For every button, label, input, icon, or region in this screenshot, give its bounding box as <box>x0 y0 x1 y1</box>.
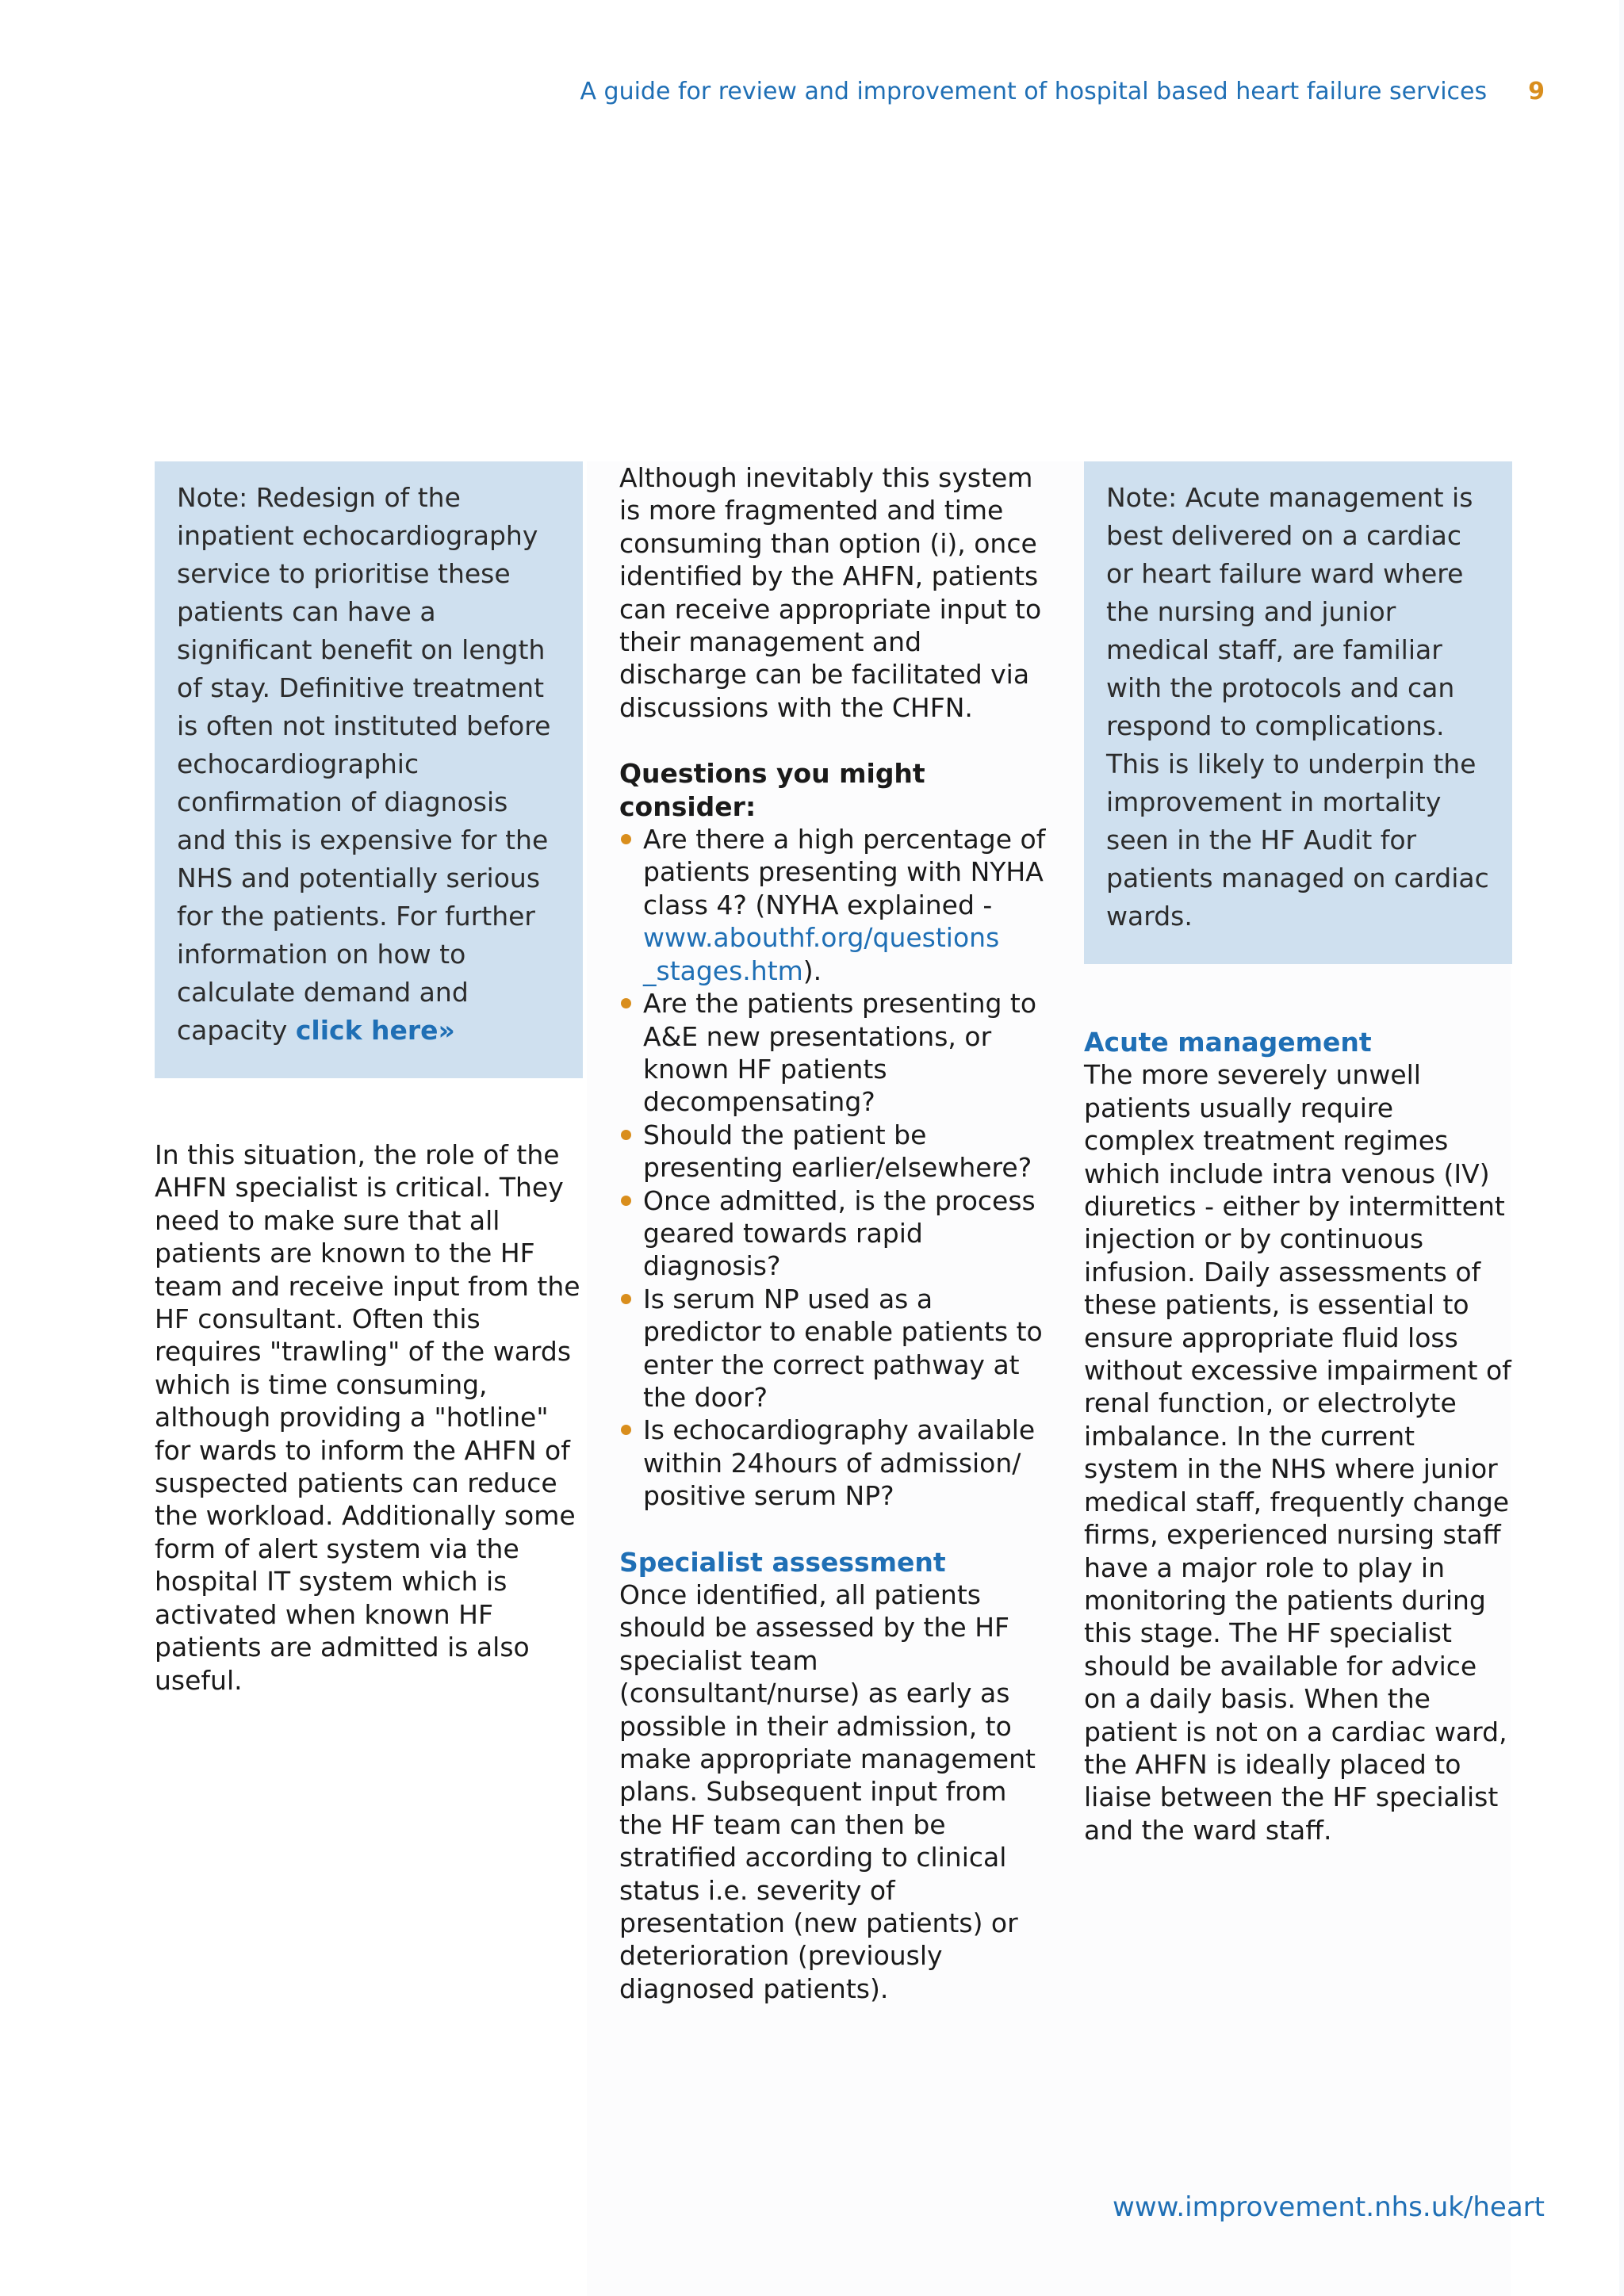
right-column <box>1084 461 1512 1846</box>
note-text: Note: Redesign of the inpatient echocardiography service to prioritise these patients can have a significant benefit on length of stay. Definitive treatment is often not instituted before echocardiographic confirmation of diagnosis and this is expensive for the NHS and potentially serious for the patients. For further information on how to calculate demand and capacity <box>177 482 551 1046</box>
questions-list <box>619 823 1048 1513</box>
specialist-assessment-paragraph: Once identified, all patients should be assessed by the HF specialist team (consultant/nurse) as early as possible in their admission, to make appropriate management plans. Subsequent input from the HF team can then be stratified according to clinical status i.e. severity of presentation (new patients) or deterioration (previously diagnosed patients). <box>619 1579 1036 2004</box>
ahfn-role-paragraph: In this situation, the role of the AHFN specialist is critical. They need to make sure that all patients are known to the HF team and receive input from the HF consultant. Often this requires "trawling" of the wards which is time consuming, although providing a "hotline" for wards to inform the AHFN of suspected patients can reduce the workload. Additionally some form of alert system via the hospital IT system which is activated when known HF patients are admitted is also useful. <box>155 1139 580 1696</box>
specialist-assessment-heading: Specialist assessment <box>619 1546 946 1578</box>
question-item: Is echocardiography available within 24hours of admission/ positive serum NP? <box>619 1414 1048 1512</box>
note-box-acute-management: Note: Acute management is best delivered on a cardiac or heart failure ward where the nursing and junior medical staff, are familiar with the protocols and can respond to complications. This is likely to underpin the improvement in mortality seen in the HF Audit for patients managed on cardiac wards. <box>1084 461 1512 964</box>
running-header <box>514 76 1545 108</box>
question-item: Are the patients presenting to A&E new presentations, or known HF patients decompensating? <box>619 987 1048 1119</box>
footer-url[interactable]: www.improvement.nhs.uk/heart <box>1113 2191 1545 2223</box>
click-here-link[interactable]: click here» <box>295 1015 455 1046</box>
header-title: A guide for review and improvement of hospital based heart failure services <box>580 78 1488 105</box>
acute-management-heading: Acute management <box>1084 1027 1372 1058</box>
note-box-echocardiography <box>155 461 583 1078</box>
page-edge-shade <box>1619 0 1624 2296</box>
question-item: Are there a high percentage of patients presenting with NYHA class 4? (NYHA explained - www.abouthf.org/questions _stages.htm). <box>619 823 1048 987</box>
questions-heading: Questions you might consider: <box>619 758 925 822</box>
acute-management-paragraph: The more severely unwell patients usually require complex treatment regimes which include intra venous (IV) diuretics - either by intermittent injection or by continuous infusion. Daily assessments of these patients, is essential to ensure appropriate fluid loss without excessive impairment of renal function, or electrolyte imbalance. In the current system in the NHS where junior medical staff, frequently change firms, experienced nursing staff have a major role to play in monitoring the patients during this stage. The HF specialist should be available for advice on a daily basis. When the patient is not on a cardiac ward, the AHFN is ideally placed to liaise between the HF specialist and the ward staff. <box>1084 1059 1511 1846</box>
question-item: Is serum NP used as a predictor to enable patients to enter the correct pathway at the door? <box>619 1283 1048 1414</box>
left-column <box>155 461 583 1697</box>
page-number: 9 <box>1528 78 1545 105</box>
intro-paragraph: Although inevitably this system is more fragmented and time consuming than option (i), once identified by the AHFN, patients can receive appropriate input to their management and discharge can be facilitated via discussions with the CHFN. <box>619 462 1042 723</box>
question-item: Should the patient be presenting earlier/elsewhere? <box>619 1119 1048 1184</box>
middle-column <box>619 461 1048 2005</box>
question-item: Once admitted, is the process geared towards rapid diagnosis? <box>619 1184 1048 1283</box>
abouthf-link[interactable]: www.abouthf.org/questions _stages.htm <box>643 922 1000 986</box>
